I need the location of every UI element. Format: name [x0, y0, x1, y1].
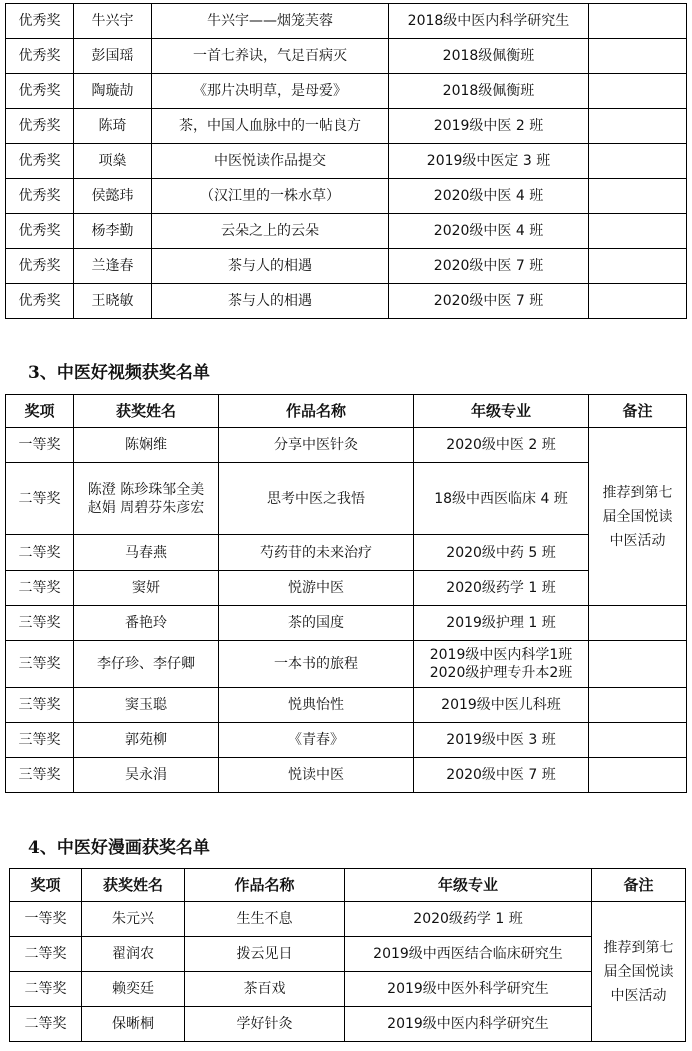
col-header-work: 作品名称 — [219, 395, 414, 428]
work-cell: 思考中医之我悟 — [219, 463, 414, 535]
name-cell: 陶璇劼 — [74, 74, 152, 109]
table-row — [10, 972, 686, 1007]
table-header-row — [6, 395, 687, 428]
table-row — [6, 463, 687, 535]
grade-cell: 2020级中医 7 班 — [389, 284, 589, 319]
award-cell: 三等奖 — [6, 723, 74, 758]
award-cell: 一等奖 — [10, 902, 82, 937]
name-cell: 番艳玲 — [74, 606, 219, 641]
name-cell: 项燊 — [74, 144, 152, 179]
award-cell: 三等奖 — [6, 606, 74, 641]
grade-cell: 2020级药学 1 班 — [414, 571, 589, 606]
table-row — [6, 758, 687, 793]
table-row — [6, 535, 687, 571]
grade-cell: 2020级中医 7 班 — [389, 249, 589, 284]
grade-cell: 2019级中西医结合临床研究生 — [345, 937, 592, 972]
video-award-table — [5, 394, 687, 793]
award-cell: 二等奖 — [10, 972, 82, 1007]
work-cell: 茶，中国人血脉中的一帖良方 — [152, 109, 389, 144]
award-cell: 三等奖 — [6, 758, 74, 793]
note-cell — [589, 249, 687, 284]
award-cell: 优秀奖 — [6, 284, 74, 319]
work-cell: 茶百戏 — [185, 972, 345, 1007]
comic-award-table — [9, 868, 686, 1042]
name-cell: 陈琦 — [74, 109, 152, 144]
col-header-note: 备注 — [589, 395, 687, 428]
work-cell: 云朵之上的云朵 — [152, 214, 389, 249]
work-cell: 《那片决明草，是母爱》 — [152, 74, 389, 109]
grade-cell: 2019级中医内科学研究生 — [345, 1007, 592, 1042]
col-header-award: 奖项 — [10, 869, 82, 902]
award-cell: 二等奖 — [6, 571, 74, 606]
award-cell: 优秀奖 — [6, 179, 74, 214]
award-cell: 优秀奖 — [6, 249, 74, 284]
award-cell: 优秀奖 — [6, 214, 74, 249]
table-row — [6, 179, 687, 214]
award-cell: 优秀奖 — [6, 144, 74, 179]
section3-heading: 3、中医好视频获奖名单 — [28, 363, 210, 383]
work-cell: 茶的国度 — [219, 606, 414, 641]
note-cell — [589, 39, 687, 74]
work-cell: 芍药苷的未来治疗 — [219, 535, 414, 571]
table-row — [10, 902, 686, 937]
grade-cell: 2020级药学 1 班 — [345, 902, 592, 937]
note-cell — [589, 641, 687, 688]
table-row — [10, 937, 686, 972]
name-cell: 窦玉聪 — [74, 688, 219, 723]
note-cell — [589, 179, 687, 214]
name-cell: 兰逢春 — [74, 249, 152, 284]
section4-heading: 4、中医好漫画获奖名单 — [28, 838, 210, 858]
col-header-note: 备注 — [592, 869, 686, 902]
work-cell: （汉江里的一株水草） — [152, 179, 389, 214]
col-header-award: 奖项 — [6, 395, 74, 428]
col-header-name: 获奖姓名 — [82, 869, 185, 902]
table-header-row — [10, 869, 686, 902]
grade-cell: 2019级护理 1 班 — [414, 606, 589, 641]
grade-cell: 2019级中医儿科班 — [414, 688, 589, 723]
award-cell: 优秀奖 — [6, 4, 74, 39]
work-cell: 《青春》 — [219, 723, 414, 758]
award-cell: 优秀奖 — [6, 109, 74, 144]
award-cell: 二等奖 — [10, 937, 82, 972]
name-cell: 马春燕 — [74, 535, 219, 571]
grade-cell: 2020级中医 4 班 — [389, 179, 589, 214]
work-cell: 悦典怡性 — [219, 688, 414, 723]
note-cell — [589, 688, 687, 723]
name-cell: 陈澄 陈珍珠邹全美赵娟 周碧芬朱彦宏 — [74, 463, 219, 535]
table-row — [6, 688, 687, 723]
note-cell — [589, 214, 687, 249]
note-cell — [589, 284, 687, 319]
table-row — [10, 1007, 686, 1042]
award-cell: 优秀奖 — [6, 74, 74, 109]
grade-cell: 2018级中医内科学研究生 — [389, 4, 589, 39]
award-cell: 三等奖 — [6, 688, 74, 723]
name-cell: 翟润农 — [82, 937, 185, 972]
col-header-grade: 年级专业 — [414, 395, 589, 428]
col-header-work: 作品名称 — [185, 869, 345, 902]
award-cell: 二等奖 — [6, 535, 74, 571]
table-row — [6, 214, 687, 249]
work-cell: 悦读中医 — [219, 758, 414, 793]
award-cell: 一等奖 — [6, 428, 74, 463]
award-cell: 二等奖 — [10, 1007, 82, 1042]
work-cell: 拨云见日 — [185, 937, 345, 972]
table-row — [6, 284, 687, 319]
grade-cell: 2018级佩衡班 — [389, 39, 589, 74]
excellence-award-table — [5, 3, 687, 319]
grade-cell: 2019级中医 2 班 — [389, 109, 589, 144]
name-cell: 窦妍 — [74, 571, 219, 606]
note-cell — [589, 74, 687, 109]
name-cell: 李仔珍、李仔卿 — [74, 641, 219, 688]
name-cell: 吴永涓 — [74, 758, 219, 793]
col-header-grade: 年级专业 — [345, 869, 592, 902]
table-row — [6, 4, 687, 39]
grade-cell: 2019级中医定 3 班 — [389, 144, 589, 179]
name-cell: 保晰桐 — [82, 1007, 185, 1042]
table-row — [6, 109, 687, 144]
name-cell: 朱元兴 — [82, 902, 185, 937]
table-row — [6, 74, 687, 109]
work-cell: 牛兴宇——烟笼芙蓉 — [152, 4, 389, 39]
grade-cell: 2020级中医 4 班 — [389, 214, 589, 249]
grade-cell: 2018级佩衡班 — [389, 74, 589, 109]
recommendation-note: 推荐到第七届全国悦读中医活动 — [592, 902, 686, 1042]
table-row — [6, 571, 687, 606]
note-cell — [589, 723, 687, 758]
work-cell: 分享中医针灸 — [219, 428, 414, 463]
work-cell: 一本书的旅程 — [219, 641, 414, 688]
grade-cell: 2020级中医 2 班 — [414, 428, 589, 463]
table-row — [6, 249, 687, 284]
work-cell: 生生不息 — [185, 902, 345, 937]
table-row — [6, 39, 687, 74]
table-row — [6, 428, 687, 463]
table-row — [6, 723, 687, 758]
work-cell: 一首七养诀，气足百病灭 — [152, 39, 389, 74]
note-cell — [589, 606, 687, 641]
award-cell: 二等奖 — [6, 463, 74, 535]
note-cell — [589, 144, 687, 179]
name-cell: 侯懿玮 — [74, 179, 152, 214]
name-cell: 彭国瑶 — [74, 39, 152, 74]
name-cell: 杨李勤 — [74, 214, 152, 249]
grade-cell: 18级中西医临床 4 班 — [414, 463, 589, 535]
grade-cell: 2019级中医外科学研究生 — [345, 972, 592, 1007]
grade-cell: 2020级中药 5 班 — [414, 535, 589, 571]
work-cell: 中医悦读作品提交 — [152, 144, 389, 179]
award-cell: 优秀奖 — [6, 39, 74, 74]
grade-cell: 2019级中医 3 班 — [414, 723, 589, 758]
note-cell — [589, 4, 687, 39]
col-header-name: 获奖姓名 — [74, 395, 219, 428]
table-row — [6, 606, 687, 641]
grade-cell: 2019级中医内科学1班 2020级护理专升本2班 — [414, 641, 589, 688]
award-cell: 三等奖 — [6, 641, 74, 688]
name-cell: 牛兴宇 — [74, 4, 152, 39]
work-cell: 茶与人的相遇 — [152, 284, 389, 319]
recommendation-note: 推荐到第七届全国悦读中医活动 — [589, 428, 687, 606]
table-row — [6, 144, 687, 179]
name-cell: 郭苑柳 — [74, 723, 219, 758]
name-cell: 赖奕廷 — [82, 972, 185, 1007]
name-cell: 王晓敏 — [74, 284, 152, 319]
table-row — [6, 641, 687, 688]
name-cell: 陈娴维 — [74, 428, 219, 463]
note-cell — [589, 109, 687, 144]
work-cell: 学好针灸 — [185, 1007, 345, 1042]
work-cell: 茶与人的相遇 — [152, 249, 389, 284]
work-cell: 悦游中医 — [219, 571, 414, 606]
note-cell — [589, 758, 687, 793]
grade-cell: 2020级中医 7 班 — [414, 758, 589, 793]
